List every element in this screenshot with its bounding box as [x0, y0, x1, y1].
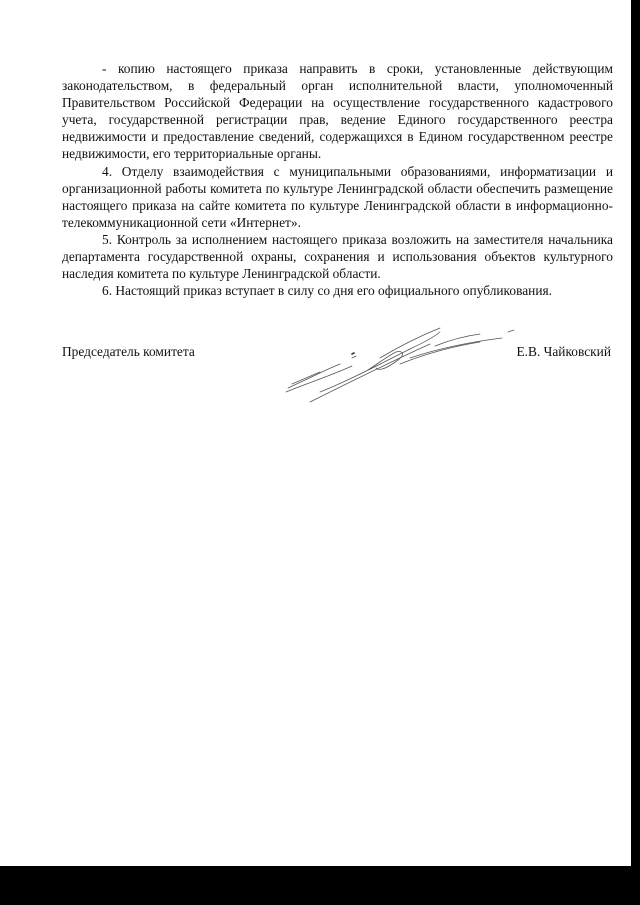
- signatory-name: Е.В. Чайковский: [516, 344, 611, 359]
- scan-border-bottom: [0, 866, 640, 905]
- paragraph-item-5: 5. Контроль за исполнением настоящего приказа возложить на заместителя начальника департамента государственной охраны, сохранения и использования объектов культурного наследия комитета по культуре Ленинградской области.: [62, 231, 613, 282]
- handwritten-signature: [280, 318, 520, 408]
- paragraph-copy-distribution: - копию настоящего приказа направить в сроки, установленные действующим законодательством, в федеральный орган исполнительной власти, уполномоченный Правительством Российской Федерации на осуществление государственного кадастрового учета, государственной регистрации прав, ведение Единого государственного реестра недвижимости и предоставление сведений, содержащихся в Едином государственном реестре недвижимости, его территориальные органы.: [62, 61, 613, 162]
- paragraph-item-6: 6. Настоящий приказ вступает в силу со дня его официального опубликования.: [102, 283, 552, 299]
- signature-block: [62, 343, 613, 361]
- document-body: [62, 60, 613, 299]
- paragraph-item-4: 4. Отделу взаимодействия с муниципальными образованиями, информатизации и организационной работы комитета по культуре Ленинградской области обеспечить размещение настоящего приказа на сайте комитета по культуре Ленинградской области в информационно-телекоммуникационной сети «Интернет».: [62, 163, 613, 230]
- signatory-position: Председатель комитета: [62, 344, 195, 359]
- scan-border-right: [631, 0, 640, 905]
